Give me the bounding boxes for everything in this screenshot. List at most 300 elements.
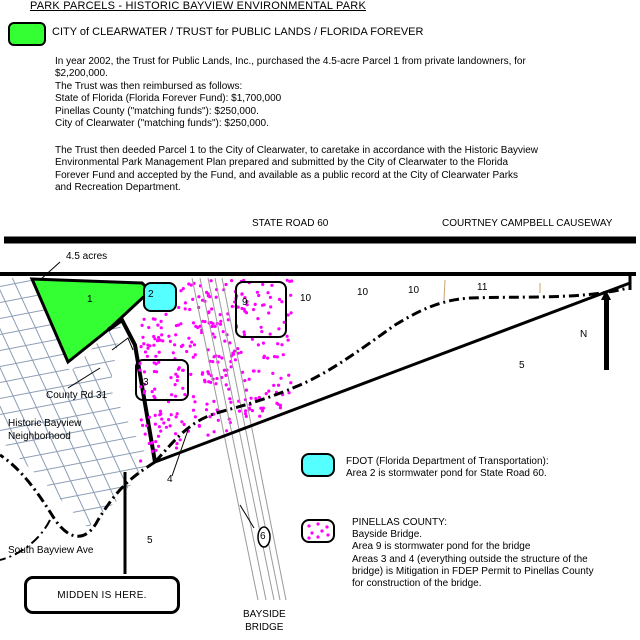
mitigation-dot [159, 430, 162, 433]
mitigation-dot [266, 291, 269, 294]
mitigation-dot [215, 377, 218, 380]
mitigation-dot [144, 350, 147, 353]
mitigation-dot [215, 296, 218, 299]
mitigation-dot [159, 412, 162, 415]
mitigation-dot [150, 441, 153, 444]
mitigation-dot [184, 301, 187, 304]
mitigation-dot [172, 351, 175, 354]
mitigation-dot [192, 321, 195, 324]
mitigation-dot [206, 434, 209, 437]
grid-line [454, 260, 584, 540]
grid-line [0, 40, 200, 90]
mitigation-dot [156, 324, 159, 327]
mitigation-dot [201, 371, 204, 374]
mitigation-dot [181, 369, 184, 372]
grid-line [310, 260, 440, 540]
mitigation-dot [269, 333, 272, 336]
midden-callout: MIDDEN IS HERE. [24, 576, 180, 614]
mitigation-dot [227, 318, 230, 321]
grid-line [0, 632, 200, 640]
mitigation-dot [265, 392, 268, 395]
mitigation-dot [234, 358, 237, 361]
grid-line [0, 120, 200, 170]
grid-line [0, 0, 200, 42]
mitigation-dot [262, 342, 265, 345]
mitigation-dot [245, 415, 248, 418]
mitigation-dot [192, 409, 195, 412]
mitigation-dot [141, 324, 144, 327]
mitigation-dot [288, 280, 291, 283]
mitigation-dot [256, 291, 259, 294]
mitigation-dot [192, 356, 195, 359]
mitigation-dot [160, 320, 163, 323]
mitigation-dot [153, 370, 156, 373]
grid-line [580, 260, 640, 540]
text-line: In year 2002, the Trust for Public Lands, Inc., purchased the 4.5-acre Parcel 1 from private landowners, for [55, 56, 526, 67]
mitigation-dot [140, 418, 143, 421]
mitigation-dot [167, 335, 170, 338]
mitigation-dot [188, 308, 191, 311]
mitigation-dot [177, 368, 180, 371]
mitigation-dot [191, 298, 194, 301]
mitigation-dot [148, 416, 151, 419]
mitigation-dot [169, 340, 172, 343]
grid-line [0, 88, 200, 138]
mitigation-dot [148, 442, 151, 445]
mitigation-dot [183, 423, 186, 426]
mitigation-dot [169, 424, 172, 427]
mitigation-dot [248, 378, 251, 381]
mitigation-dot [181, 344, 184, 347]
mitigation-dot [143, 370, 146, 373]
bayview-ave-label: South Bayview Ave [8, 545, 94, 556]
parcel-10-label-a: 10 [300, 293, 312, 304]
mitigation-dot [250, 397, 253, 400]
mitigation-dot [196, 326, 199, 329]
parcel-5-label-east: 5 [519, 360, 525, 371]
mitigation-dot [174, 333, 177, 336]
mitigation-dot [254, 397, 257, 400]
bridge-line-1: BAYSIDE [243, 609, 286, 620]
mitigation-dot [220, 356, 223, 359]
mitigation-dot [194, 415, 197, 418]
mitigation-dot [244, 412, 247, 415]
mitigation-dot [223, 340, 226, 343]
parcel-2-label: 2 [148, 289, 154, 300]
mitigation-dot [193, 400, 196, 403]
mitigation-dot [185, 350, 188, 353]
page-title: PARK PARCELS - HISTORIC BAYVIEW ENVIRONMENTAL PARK [30, 0, 366, 12]
mitigation-dot [157, 435, 160, 438]
parcel-divider-line [444, 280, 445, 300]
legend-fdot-swatch [302, 454, 334, 476]
mitigation-dot [254, 303, 257, 306]
mitigation-dot [160, 326, 163, 329]
mitigation-dot [142, 342, 145, 345]
mitigation-dot [143, 318, 146, 321]
mitigation-dot [245, 389, 248, 392]
grid-line [436, 260, 566, 540]
grid-line [418, 260, 548, 540]
parcel-10-label-c: 10 [408, 285, 420, 296]
mitigation-dot [152, 395, 155, 398]
text-line: Forever Fund and accepted by the Fund, and available as a public record at the City of Clearwater Parks [55, 169, 519, 181]
mitigation-dot [159, 410, 162, 413]
grid-line [0, 24, 200, 74]
mitigation-dot [176, 412, 179, 415]
mitigation-dot [280, 300, 283, 303]
mitigation-dot [270, 284, 273, 287]
mitigation-dot [141, 424, 144, 427]
mitigation-dot [160, 418, 163, 421]
mitigation-dot [203, 320, 206, 323]
grid-line [274, 260, 404, 540]
county-rd-label: County Rd 31 [46, 390, 108, 401]
grid-line [562, 260, 640, 540]
mitigation-dot [153, 337, 156, 340]
state-road-label: STATE ROAD 60 [252, 218, 329, 229]
legend-pinellas-heading: PINELLAS COUNTY: [352, 517, 448, 528]
mitigation-dot [253, 369, 256, 372]
grid-line [0, 56, 200, 106]
mitigation-dot [225, 429, 228, 432]
mitigation-dot [173, 343, 176, 346]
parcel-3-label: 3 [143, 377, 149, 388]
mitigation-dot [219, 313, 222, 316]
mitigation-dot [266, 357, 269, 360]
parcel-4-label: 4 [167, 474, 173, 485]
mitigation-dot [184, 307, 187, 310]
mitigation-dot [182, 287, 185, 290]
mitigation-dot [145, 424, 148, 427]
grid-line [0, 0, 200, 10]
mitigation-dot [244, 409, 247, 412]
mitigation-dot [174, 395, 177, 398]
mitigation-dot [251, 409, 254, 412]
south-boundary [155, 283, 630, 462]
mitigation-dot [290, 311, 293, 314]
bridge-line-2: BRIDGE [245, 622, 284, 633]
causeway-label: COURTNEY CAMPBELL CAUSEWAY [442, 218, 613, 229]
mitigation-dot [287, 374, 290, 377]
text-line: for construction of the bridge. [352, 578, 482, 590]
mitigation-dot [174, 432, 177, 435]
mitigation-dot [139, 385, 142, 388]
mitigation-dot [273, 355, 276, 358]
mitigation-dot [211, 325, 214, 328]
leader-line [40, 262, 60, 280]
mitigation-dot [175, 442, 178, 445]
mitigation-dot [206, 370, 209, 373]
mitigation-dot [207, 294, 210, 297]
mitigation-dot [241, 371, 244, 374]
mitigation-dot [167, 418, 170, 421]
grid-line [364, 260, 494, 540]
mitigation-dot [153, 388, 156, 391]
mitigation-dot [165, 426, 168, 429]
mitigation-dot [205, 291, 208, 294]
bayside-bridge-label [243, 608, 286, 634]
grid-line [328, 260, 458, 540]
mitigation-dot [154, 423, 157, 426]
text-line: Bayside Bridge. [352, 529, 423, 541]
mitigation-dot [157, 445, 160, 448]
mitigation-dot [282, 353, 285, 356]
mitigation-dot [225, 383, 228, 386]
mitigation-dot [260, 326, 263, 329]
text-line: bridge) is Mitigation in FDEP Permit to Pinellas County [352, 565, 594, 577]
mitigation-dot [276, 355, 279, 358]
text-line: $2,200,000. [55, 68, 108, 80]
mitigation-dot [157, 361, 160, 364]
grid-line [0, 136, 200, 186]
mitigation-dot [161, 339, 164, 342]
mitigation-dot [223, 369, 226, 372]
mitigation-dot [257, 370, 260, 373]
grid-line [0, 104, 200, 154]
grid-line [0, 184, 200, 234]
mitigation-dot [276, 342, 279, 345]
mitigation-dot [170, 393, 173, 396]
grid-line [382, 260, 512, 540]
mitigation-dot [214, 325, 217, 328]
neighborhood-label [8, 417, 81, 443]
mitigation-dot [262, 356, 265, 359]
mitigation-dot [157, 336, 160, 339]
mitigation-dot [229, 401, 232, 404]
mitigation-dot [262, 407, 265, 410]
neighborhood-line-1: Historic Bayview [8, 418, 82, 429]
mitigation-dot [217, 419, 220, 422]
north-label: N [580, 329, 588, 340]
mitigation-dot [287, 339, 290, 342]
parcel-5-label-south: 5 [147, 535, 153, 546]
text-line: Area 9 is stormwater pond for the bridge [352, 541, 531, 553]
mitigation-dot [261, 283, 264, 286]
mitigation-dot [238, 410, 241, 413]
mitigation-dot [267, 311, 270, 314]
mitigation-dot [146, 344, 149, 347]
mitigation-dot [143, 391, 146, 394]
text-line: The Trust was then reimbursed as follows: [55, 80, 243, 92]
text-line: Environmental Park Management Plan prepared and submitted by the City of Clearwater to the Florida [55, 157, 509, 169]
mitigation-dot [146, 355, 149, 358]
grid-line [292, 260, 422, 540]
grid-line [490, 260, 620, 540]
mitigation-dot [267, 390, 270, 393]
mitigation-dot [243, 379, 246, 382]
mitigation-dot [169, 376, 172, 379]
grid-line [0, 0, 200, 26]
mitigation-dot [205, 408, 208, 411]
text-line: City of Clearwater ("matching funds"): $250,000. [55, 118, 269, 130]
mitigation-dot [170, 413, 173, 416]
mitigation-dot [219, 320, 222, 323]
mitigation-dot [240, 351, 243, 354]
mitigation-dot [164, 313, 167, 316]
grid-line [400, 260, 530, 540]
text-line: State of Florida (Florida Forever Fund): $1,700,000 [55, 93, 282, 105]
acres-label: 4.5 acres [66, 251, 108, 262]
mitigation-dot [193, 343, 196, 346]
grid-line [0, 260, 44, 540]
grid-line [508, 260, 638, 540]
mitigation-dot [144, 433, 147, 436]
legend-pinellas-text [352, 517, 594, 590]
mitigation-dot [279, 377, 282, 380]
mitigation-dot [176, 379, 179, 382]
grid-line [616, 260, 640, 540]
mitigation-dot [257, 343, 260, 346]
mitigation-dot [243, 333, 246, 336]
mitigation-dot [205, 403, 208, 406]
mitigation-dot [224, 374, 227, 377]
mitigation-dot [269, 305, 272, 308]
mitigation-dot [192, 395, 195, 398]
mitigation-dot [245, 311, 248, 314]
mitigation-dot [154, 440, 157, 443]
mitigation-dot [203, 379, 206, 382]
mitigation-dot [278, 298, 281, 301]
grid-line [0, 8, 200, 58]
mitigation-dot [197, 295, 200, 298]
legend-green-heading: CITY of CLEARWATER / TRUST for PUBLIC LANDS / FLORIDA FOREVER [52, 26, 424, 38]
mitigation-dot [272, 384, 275, 387]
grid-line [346, 260, 476, 540]
mitigation-dot [210, 321, 213, 324]
mitigation-dot [243, 330, 246, 333]
mitigation-dot [152, 344, 155, 347]
mitigation-dot [277, 327, 280, 330]
mitigation-dot [217, 355, 220, 358]
mitigation-dot [230, 279, 233, 282]
mitigation-dot [183, 393, 186, 396]
grid-line [0, 360, 200, 410]
mitigation-dot [289, 294, 292, 297]
mitigation-dot [251, 338, 254, 341]
mitigation-dot [162, 421, 165, 424]
text-line: Area 2 is stormwater pond for State Road 60. [346, 468, 547, 479]
north-arrow [601, 290, 611, 370]
mitigation-dot [262, 303, 265, 306]
grid-line [0, 488, 200, 538]
mitigation-dot [241, 292, 244, 295]
mitigation-dot [228, 397, 231, 400]
mitigation-dot [160, 333, 163, 336]
mitigation-dot [213, 336, 216, 339]
mitigation-dot [158, 351, 161, 354]
grid-line [184, 260, 314, 540]
mitigation-dot [222, 330, 225, 333]
mitigation-dot [189, 345, 192, 348]
mitigation-dot [261, 409, 264, 412]
mitigation-dot [269, 296, 272, 299]
mitigation-dot [180, 420, 183, 423]
mitigation-dot [190, 341, 193, 344]
legend-fdot-text [346, 456, 549, 480]
mitigation-dot [289, 381, 292, 384]
mitigation-dot [257, 294, 260, 297]
mitigation-dot [154, 449, 157, 452]
grid-line [0, 616, 200, 640]
mitigation-dot [286, 335, 289, 338]
text-line: Areas 3 and 4 (everything outside the structure of the [352, 553, 588, 565]
grid-line [544, 260, 640, 540]
text-line: The Trust then deeded Parcel 1 to the City of Clearwater, to caretake in accordance with the Historic Bayview [55, 145, 539, 156]
neighborhood-line-2: Neighborhood [8, 431, 71, 442]
mitigation-dot [175, 324, 178, 327]
parcel-11-label: 11 [477, 282, 488, 293]
mitigation-dot [210, 307, 213, 310]
mitigation-dot [252, 308, 255, 311]
mitigation-dot [158, 425, 161, 428]
mitigation-dot [258, 415, 261, 418]
mitigation-dot [174, 373, 177, 376]
mitigation-dot [233, 350, 236, 353]
mitigation-dot [277, 384, 280, 387]
mitigation-dot [271, 372, 274, 375]
grid-line [634, 260, 640, 540]
mitigation-dot [208, 415, 211, 418]
mitigation-dot [210, 279, 213, 282]
parcel-6-label: 6 [260, 531, 266, 542]
mitigation-dot [177, 306, 180, 309]
mitigation-dot [151, 390, 154, 393]
bayside-bridge-lines [192, 278, 286, 600]
grid-line [0, 168, 200, 218]
mitigation-dot [260, 330, 263, 333]
mitigation-dot [159, 339, 162, 342]
mitigation-dot [141, 336, 144, 339]
mitigation-dot [213, 430, 216, 433]
mitigation-dot [224, 283, 227, 286]
mitigation-dot [189, 373, 192, 376]
mitigation-dot [175, 446, 178, 449]
mitigation-dot [140, 345, 143, 348]
parcel-1-label: 1 [87, 294, 93, 305]
mitigation-dot [280, 343, 283, 346]
mitigation-dot [211, 360, 214, 363]
text-line: and Recreation Department. [55, 182, 181, 194]
mitigation-dot [231, 305, 234, 308]
mitigation-dot [227, 388, 230, 391]
mitigation-dot [147, 326, 150, 329]
mitigation-dot [151, 450, 154, 453]
mitigation-dot [153, 318, 156, 321]
mitigation-dot [275, 402, 278, 405]
mitigation-dot [153, 361, 156, 364]
mitigation-dot [174, 383, 177, 386]
mitigation-dot [139, 459, 142, 462]
grid-line [0, 72, 200, 122]
mitigation-dot [146, 347, 149, 350]
mitigation-dot [207, 380, 210, 383]
mitigation-dot [212, 400, 215, 403]
mitigation-dot [198, 424, 201, 427]
grid-line [202, 260, 332, 540]
mitigation-dot [256, 317, 259, 320]
grid-line [0, 152, 200, 202]
mitigation-dot [138, 369, 141, 372]
mitigation-dot [181, 387, 184, 390]
text-line: Pinellas County ("matching funds"): $250,000. [55, 105, 259, 117]
mitigation-dot [219, 323, 222, 326]
mitigation-dot [154, 414, 157, 417]
mitigation-dot [187, 337, 190, 340]
parcel-9-label: 9 [242, 297, 248, 308]
mitigation-dot [154, 355, 157, 358]
mitigation-dot [179, 438, 182, 441]
